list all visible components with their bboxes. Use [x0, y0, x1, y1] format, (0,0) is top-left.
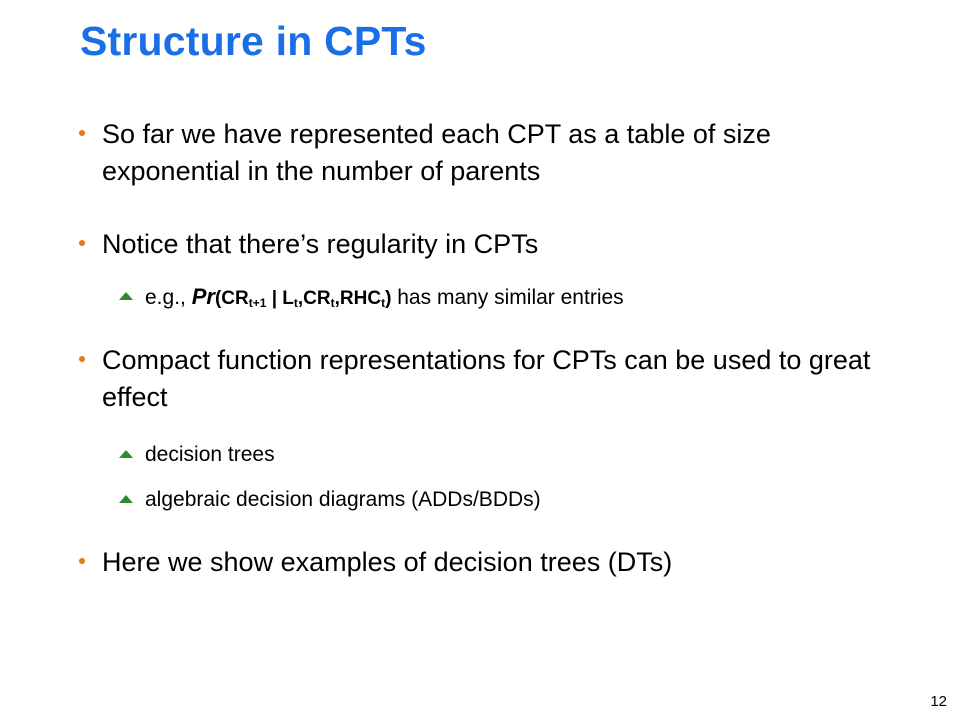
sub-bullet-item: [145, 486, 905, 514]
bullet-text: Here we show examples of decision trees (DTs): [102, 547, 673, 577]
sub-bullet-text: algebraic decision diagrams (ADDs/BDDs): [145, 488, 541, 511]
dot-bullet-icon: [79, 356, 85, 362]
bullet-item: [102, 226, 902, 263]
sub-bullet-item: [145, 283, 905, 314]
dot-bullet-icon: [79, 558, 85, 564]
probability-arguments: ($CR_{t+1}$ | $L_t,CR_t,RHC_t$): [214, 288, 392, 310]
slide-title: Structure in CPTs: [80, 18, 427, 64]
bullet-text: So far we have represented each CPT as a table of size exponential in the number of parents: [102, 119, 771, 186]
bullet-item: [102, 116, 902, 190]
triangle-bullet-icon: [119, 292, 133, 300]
triangle-bullet-icon: [119, 495, 133, 503]
probability-symbol: Pr: [191, 284, 215, 309]
triangle-bullet-icon: [119, 450, 133, 458]
dot-bullet-icon: [79, 240, 85, 246]
sub-bullet-text: decision trees: [145, 443, 275, 466]
sub-bullet-suffix: has many similar entries: [391, 286, 624, 309]
bullet-text: Notice that there’s regularity in CPTs: [102, 229, 539, 259]
dot-bullet-icon: [79, 130, 85, 136]
bullet-item: [102, 544, 902, 581]
bullet-item: [102, 342, 902, 416]
bullet-text: Compact function representations for CPTs can be used to great effect: [102, 345, 871, 412]
sub-bullet-item: [145, 441, 905, 469]
page-number: 12: [930, 693, 947, 710]
sub-bullet-prefix: e.g.,: [145, 286, 192, 309]
